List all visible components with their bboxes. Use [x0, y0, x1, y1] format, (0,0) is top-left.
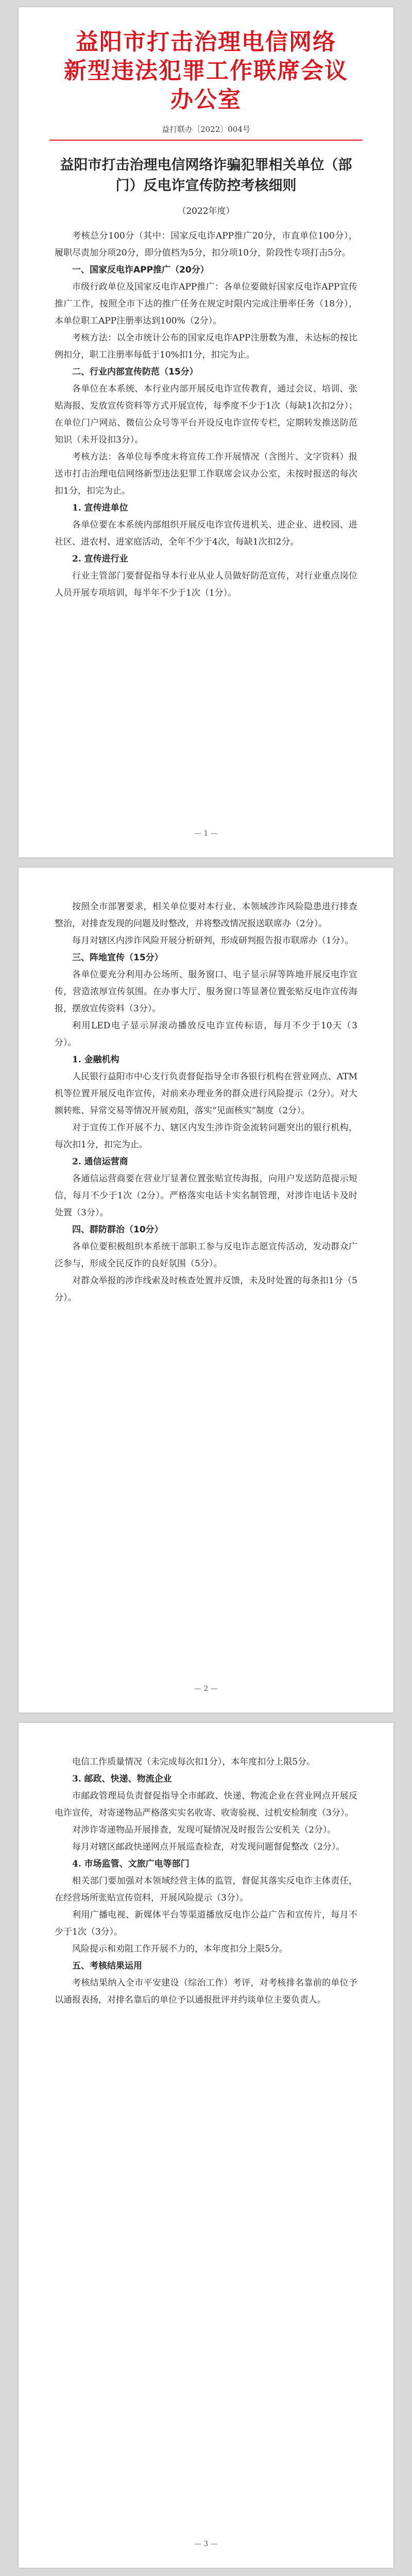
document-page-3 — [19, 1723, 393, 2568]
body-paragraph: 按照全市部署要求，相关单位要对本行业、本领域涉诈风险隐患进行排查整治，对排查发现的问题及时整改，并将整改情况报送联席办（2分）。 — [55, 902, 357, 929]
section-heading: 一、国家反电诈APP推广（20分） — [72, 265, 209, 275]
body-paragraph: 每月对辖区邮政快递网点开展巡查检查，对发现问题督促整改（2分）。 — [72, 1842, 345, 1852]
body-paragraph: 各单位在本系统、本行业内部开展反电诈宣传教育，通过会议、培训、张贴海报、发放宣传资料等方式开展宣传，每季度不少于1次（每缺1次扣2分）；在单位门户网站、微信公众号等平台开设反电诈宣传专栏，定期转发推送防范知识（未开设扣3分）。 — [55, 384, 357, 445]
body-paragraph: 利用LED电子显示屏滚动播放反电诈宣传标语，每月不少于10天（3分）。 — [55, 1021, 357, 1048]
section-heading: 三、阵地宣传（15分） — [72, 953, 163, 963]
masthead-line-1: 益阳市打击治理电信网络 — [76, 29, 336, 55]
body-paragraph: 各单位要积极组织本系统干部职工参与反电诈志愿宣传活动，发动群众广泛参与，形成全民反诈的良好氛围（5分）。 — [55, 1242, 357, 1269]
red-divider — [49, 140, 363, 141]
red-masthead — [55, 28, 357, 114]
body-paragraph: 市邮政管理局负责督促指导全市邮政、快递、物流企业在营业网点开展反电诈宣传，对寄递物品严格落实实名收寄、收寄验视、过机安检制度（3分）。 — [55, 1791, 357, 1818]
section-heading: 二、行业内部宣传防范（15分） — [72, 367, 198, 377]
body-paragraph: 各单位要在本系统内部组织开展反电诈宣传进机关、进企业、进校园、进社区、进农村、进家庭活动，全年不少于4次，每缺1次扣2分。 — [55, 520, 357, 547]
section-heading: 3. 邮政、快递、物流企业 — [72, 1774, 172, 1784]
page-3-body — [55, 1754, 357, 2009]
body-paragraph: 人民银行益阳市中心支行负责督促指导全市各银行机构在营业网点、ATM机等位置开展反电诈宣传，对前来办理业务的群众进行风险提示（2分）。对大额转账、异常交易等情况开展劝阻，落实“见面核实”制度（2分）。 — [55, 1072, 357, 1116]
masthead-line-2: 新型违法犯罪工作联席会议办公室 — [64, 58, 348, 113]
section-heading: 四、群防群治（10分） — [72, 1225, 163, 1235]
body-paragraph: 考核方法：以全市统计公布的国家反电诈APP注册数为准，未达标的按比例扣分，职工注册率每低于10%扣1分，扣完为止。 — [55, 333, 357, 360]
page-number: — 2 — — [194, 1685, 218, 1693]
body-paragraph: 相关部门要加强对本领域经营主体的监管，督促其落实反电诈主体责任，在经营场所张贴宣传资料，开展风险提示（3分）。 — [55, 1876, 357, 1903]
body-paragraph: 对于宣传工作开展不力、辖区内发生涉诈资金流转问题突出的银行机构，每次扣1分，扣完为止。 — [55, 1123, 357, 1150]
section-heading: 五、考核结果运用 — [72, 1961, 142, 1971]
document-page-1 — [19, 7, 393, 857]
section-heading: 2. 宣传进行业 — [72, 554, 128, 564]
document-number: 益打联办〔2022〕004号 — [162, 125, 250, 134]
year-label: （2022年度） — [177, 206, 235, 216]
body-paragraph: 考核结果纳入全市平安建设（综治工作）考评，对考核排名靠前的单位予以通报表扬，对排名靠后的单位予以通报批评并约谈单位主要负责人。 — [55, 1978, 357, 2005]
body-paragraph: 对群众举报的涉诈线索及时核查处置并反馈，未及时处置的每条扣1分（5分）。 — [55, 1276, 357, 1303]
body-paragraph: 利用广播电视、新媒体平台等渠道播放反电诈公益广告和宣传片，每月不少于1次（3分）。 — [55, 1910, 357, 1937]
body-paragraph: 各通信运营商要在营业厅显著位置张贴宣传海报，向用户发送防范提示短信，每月不少于1次（2分）。严格落实电话卡实名制管理，对涉诈电话卡及时处置（3分）。 — [55, 1174, 357, 1218]
body-paragraph: 风险提示和劝阻工作开展不力的，本年度扣分上限5分。 — [72, 1944, 288, 1954]
body-paragraph: 考核总分100分（其中：国家反电诈APP推广20分，市直单位100分），履职尽责加分项20分，即分值档为5分，扣分项10分，阶段性专项打击5分。 — [55, 231, 357, 258]
document-title: 益阳市打击治理电信网络诈骗犯罪相关单位（部门）反电诈宣传防控考核细则 — [60, 157, 352, 194]
body-paragraph: 每月对辖区内涉诈风险开展分析研判，形成研判报告报市联席办（1分）。 — [72, 936, 354, 946]
page-number: — 1 — — [194, 829, 218, 838]
page-number: — 3 — — [194, 2540, 218, 2548]
document-page-2 — [19, 868, 393, 1713]
section-heading: 2. 通信运营商 — [72, 1157, 128, 1167]
page-1-body — [55, 228, 357, 602]
section-heading: 1. 金融机构 — [72, 1055, 119, 1065]
page-2-body — [55, 899, 357, 1307]
body-paragraph: 考核方法：各单位每季度末将宣传工作开展情况（含图片、文字资料）报送市打击治理电信网络新型违法犯罪工作联席会议办公室，未按时报送的每次扣1分，扣完为止。 — [55, 452, 357, 496]
body-paragraph: 电信工作质量情况（未完成每次扣1分），本年度扣分上限5分。 — [72, 1757, 316, 1767]
section-heading: 1. 宣传进单位 — [72, 503, 128, 513]
body-paragraph: 对涉诈寄递物品开展排查，发现可疑情况及时报告公安机关（2分）。 — [72, 1825, 336, 1835]
body-paragraph: 行业主管部门要督促指导本行业从业人员做好防范宣传，对行业重点岗位人员开展专项培训，每半年不少于1次（1分）。 — [55, 571, 357, 598]
section-heading: 4. 市场监管、文旅广电等部门 — [72, 1859, 190, 1869]
body-paragraph: 各单位要充分利用办公场所、服务窗口、电子显示屏等阵地开展反电诈宣传，营造浓厚宣传氛围。在办事大厅、服务窗口等显著位置张贴反电诈宣传海报，摆放宣传资料（3分）。 — [55, 970, 357, 1014]
body-paragraph: 市级行政单位及国家反电诈APP推广：各单位要做好国家反电诈APP宣传推广工作，按照全市下达的推广任务在规定时限内完成注册率任务（18分），本单位职工APP注册率达到100%（2分）。 — [55, 282, 357, 326]
